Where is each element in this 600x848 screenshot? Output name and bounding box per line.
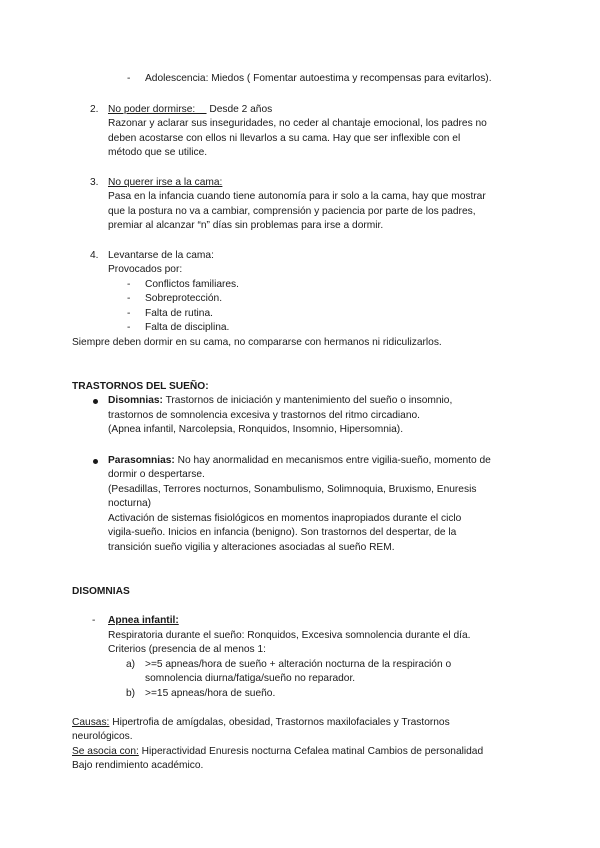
parasomnias-line: vigila-sueño. Inicios en infancia (benigno). Son trastornos del despertar, de la <box>108 527 457 538</box>
parasomnias-line: (Pesadillas, Terrores nocturnos, Sonambulismo, Solimnoquia, Bruxismo, Enuresis <box>108 484 477 495</box>
criterion-label: a) <box>126 659 136 670</box>
item3-line: premiar al alcanzar “n” días sin problemas para irse a dormir. <box>108 220 384 231</box>
bullet-icon <box>93 459 98 464</box>
item2-line: método que se utilice. <box>108 147 208 158</box>
list-dash: - <box>127 293 131 304</box>
criterion-text: >=5 apneas/hora de sueño + alteración nocturna de la respiración o <box>145 659 452 670</box>
apnea-title: Apnea infantil: <box>108 615 179 626</box>
parasomnias-line: nocturna) <box>108 498 152 509</box>
item2-title: No poder dormirse: <box>108 104 207 115</box>
disomnias-desc: Trastornos de iniciación y mantenimiento del sueño o insomnio, <box>162 395 453 406</box>
item3-line: Pasa en la infancia cuando tiene autonomía para ir solo a la cama, hay que mostrar <box>108 191 486 202</box>
asocia-line <box>72 745 483 759</box>
bullet-icon <box>93 399 98 404</box>
parasomnias-line: dormir o despertarse. <box>108 469 205 480</box>
item2-line: deben acostarse con ellos ni llevarlos a su cama. Hay que ser inflexible con el <box>108 133 461 144</box>
apnea-line: Respiratoria durante el sueño: Ronquidos, Excesiva somnolencia durante el día. <box>108 630 471 641</box>
closing-note: Siempre deben dormir en su cama, no compararse con hermanos ni ridiculizarlos. <box>72 337 442 348</box>
asocia-text: Hiperactividad Enuresis nocturna Cefalea matinal Cambios de personalidad <box>138 746 484 757</box>
item4-intro: Provocados por: <box>108 264 183 275</box>
parasomnias-term: Parasomnias: <box>108 455 175 466</box>
item4-number: 4. <box>90 250 99 261</box>
item3-title: No querer irse a la cama: <box>108 177 223 188</box>
disomnias-heading: DISOMNIAS <box>72 586 130 597</box>
parasomnias-desc: No hay anormalidad en mecanismos entre vigilia-sueño, momento de <box>174 455 491 466</box>
item4-title: Levantarse de la cama: <box>108 250 214 261</box>
item3-line: que la postura no va a cambiar, comprensión y paciencia por parte de los padres, <box>108 206 476 217</box>
parasomnias-line: Activación de sistemas fisiológicos en momentos inapropiados durante el ciclo <box>108 513 462 524</box>
apnea-line: Criterios (presencia de al menos 1: <box>108 644 266 655</box>
asocia-line2: Bajo rendimiento académico. <box>72 760 204 771</box>
list-dash: - <box>127 308 131 319</box>
causas-line2: neurológicos. <box>72 731 133 742</box>
criterion-text: somnolencia diurna/fatiga/sueño no reparador. <box>145 673 356 684</box>
disomnias-term: Disomnias: <box>108 395 163 406</box>
causas-text: Hipertrofia de amígdalas, obesidad, Trastornos maxilofaciales y Trastornos <box>109 717 450 728</box>
item2-number: 2. <box>90 104 99 115</box>
parasomnias-line: transición sueño vigilia y alteraciones asociadas al sueño REM. <box>108 542 395 553</box>
cause-item: Sobreprotección. <box>145 293 223 304</box>
item2-heading <box>108 103 272 117</box>
disomnias-line: trastornos de somnolencia excesiva y trastornos del ritmo circadiano. <box>108 410 420 421</box>
item2-suffix: Desde 2 años <box>206 104 273 115</box>
disomnias-line <box>108 394 452 408</box>
causas-label: Causas: <box>72 717 110 728</box>
criterion-label: b) <box>126 688 136 699</box>
list-dash: - <box>127 279 131 290</box>
item2-line: Razonar y aclarar sus inseguridades, no ceder al chantaje emocional, los padres no <box>108 118 487 129</box>
parasomnias-line <box>108 454 491 468</box>
cause-item: Conflictos familiares. <box>145 279 239 290</box>
cause-item: Falta de disciplina. <box>145 322 230 333</box>
adolescencia-text: Adolescencia: Miedos ( Fomentar autoestima y recompensas para evitarlos). <box>145 73 492 84</box>
disomnias-line: (Apnea infantil, Narcolepsia, Ronquidos, Insomnio, Hipersomnia). <box>108 424 404 435</box>
item3-number: 3. <box>90 177 99 188</box>
trastornos-heading: TRASTORNOS DEL SUEÑO: <box>72 381 209 392</box>
list-dash: - <box>92 615 96 626</box>
cause-item: Falta de rutina. <box>145 308 213 319</box>
list-dash: - <box>127 322 131 333</box>
criterion-text: >=15 apneas/hora de sueño. <box>145 688 276 699</box>
causas-line <box>72 716 450 730</box>
asocia-label: Se asocia con: <box>72 746 139 757</box>
list-dash: - <box>127 73 131 84</box>
